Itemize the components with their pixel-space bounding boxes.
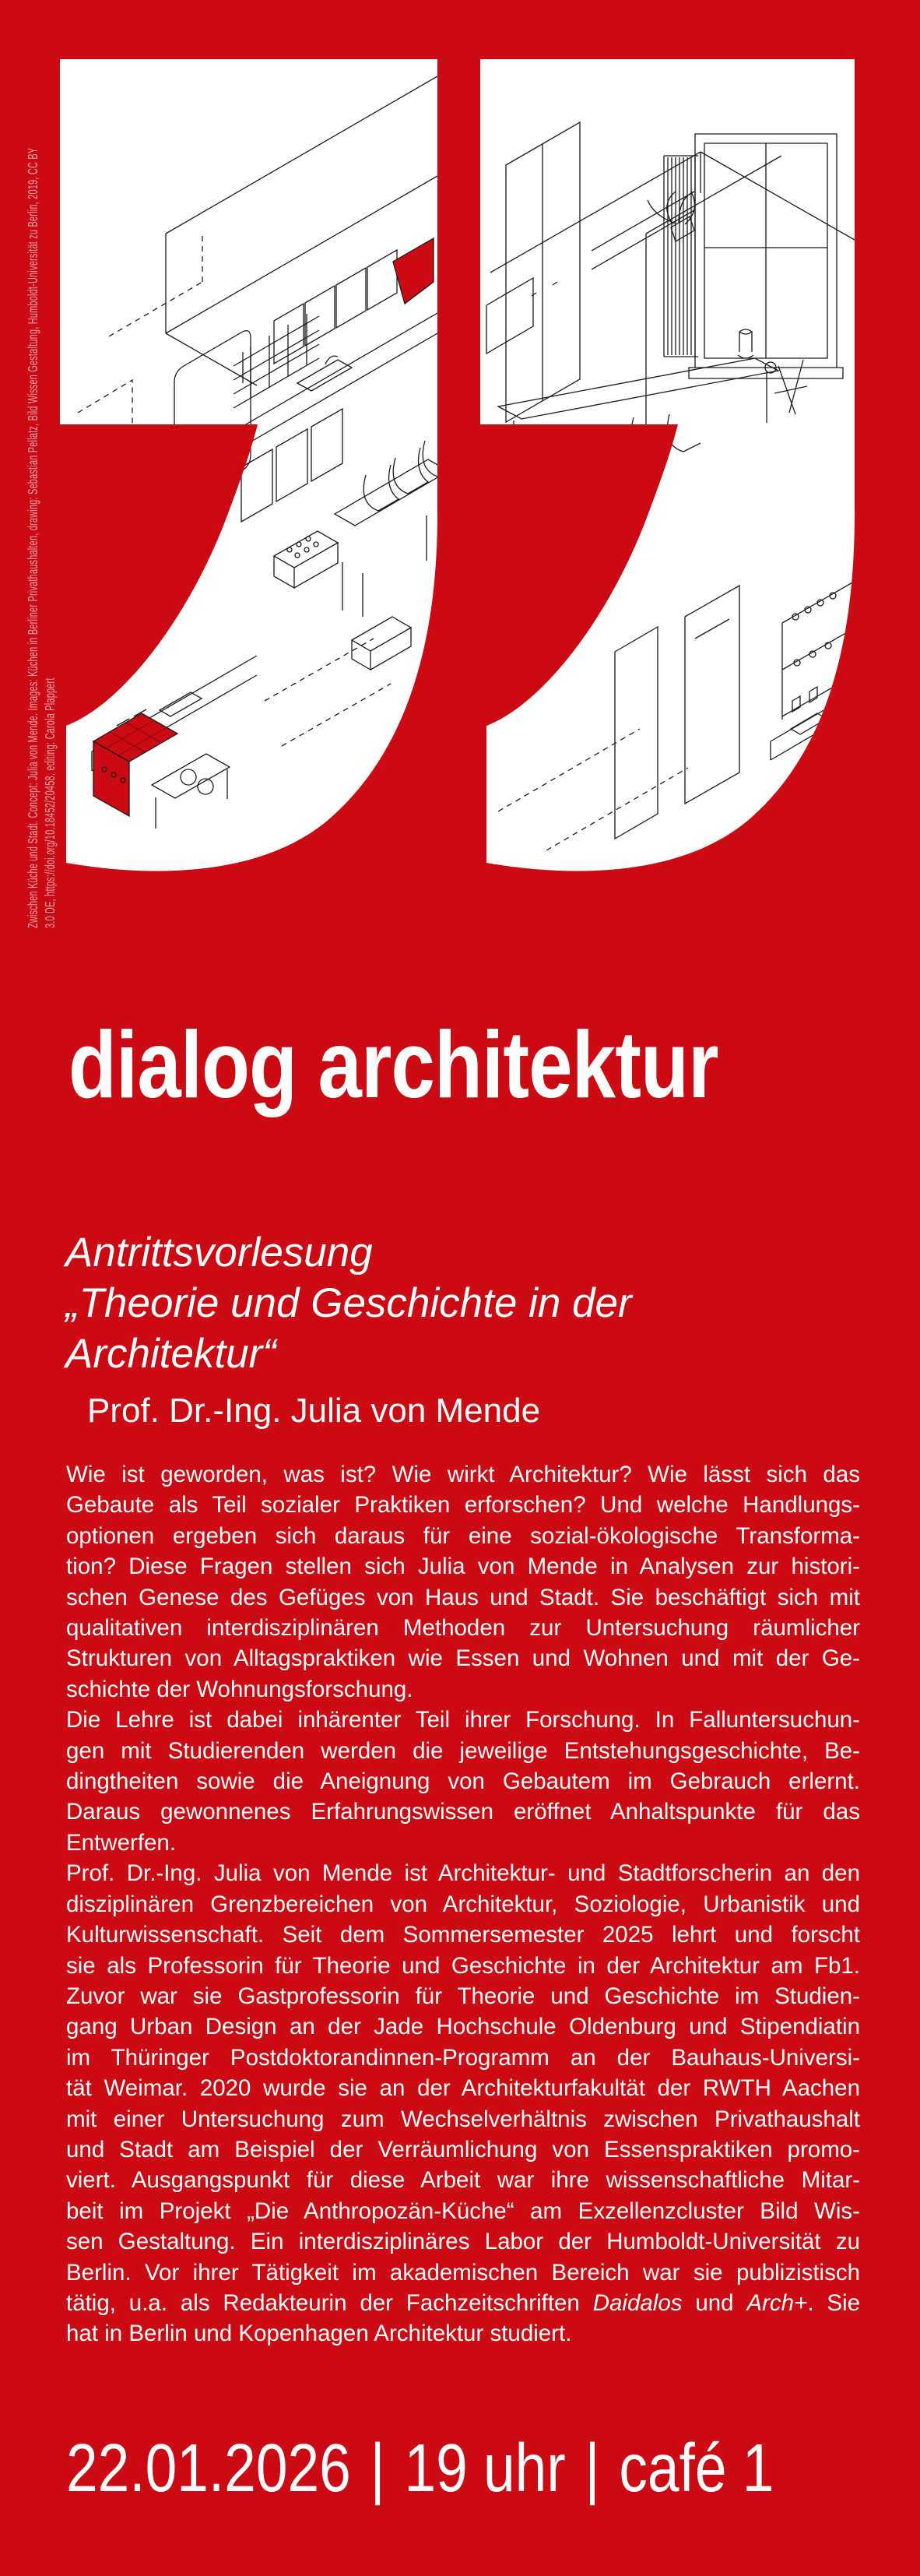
quote-marks-artwork [0,0,920,1012]
separator-bar: | [585,2430,600,2506]
body-line: sen Gestaltung. Ein interdisziplinäres Labor der Humboldt-Universität zu [66,2229,860,2255]
body-line: Berlin. Vor ihrer Tätigkeit im akademischen Bereich war sie publizistisch [66,2259,860,2286]
body-line: optionen ergeben sich daraus für eine sozial-ökologische Transforma- [66,1522,860,1549]
body-line: schen Genese des Gefüges von Haus und Stadt. Sie beschäftigt sich mit [66,1584,860,1610]
body-line: gen mit Studierenden werden die jeweilige Entstehungsgeschichte, Be- [66,1737,860,1764]
footer-dateline [66,2430,774,2506]
speaker-name: Prof. Dr.-Ing. Julia von Mende [87,1392,541,1430]
event-time: 19 uhr [404,2430,566,2506]
image-credit-line-2: 3.0 DE, https://doi.org/10.18452/20458. editing: Carola Plappert [41,677,58,928]
body-line: Wie ist geworden, was ist? Wie wirkt Architektur? Wie lässt sich das [66,1462,860,1487]
body-line: Strukturen von Alltagspraktiken wie Essen und Wohnen und mit der Ge- [66,1645,860,1672]
body-text [66,1459,860,2349]
body-line: gang Urban Design an der Jade Hochschule Oldenburg und Stipendiatin [66,2014,860,2040]
body-line: im Thüringer Postdoktorandinnen-Programm an der Bauhaus-Universi- [66,2044,860,2071]
page-title: dialog architektur [68,1012,718,1117]
subtitle-line-2: „Theorie und Geschichte in der [65,1280,632,1326]
body-line: disziplinären Grenzbereichen von Architektur, Soziologie, Urbanistik und [66,1891,860,1917]
event-date: 22.01.2026 [66,2430,351,2506]
lecture-subtitle [65,1227,632,1379]
body-line: tätig, u.a. als Redakteurin der Fachzeitschriften Daidalos und Arch+. Sie [66,2289,860,2316]
body-line: beit im Projekt „Die Anthropozän-Küche“ am Exzellenzcluster Bild Wis- [66,2198,860,2224]
body-line: mit einer Untersuchung zum Wechselverhältnis zwischen Privathaushalt [66,2106,860,2132]
body-line: viert. Ausgangspunkt für diese Arbeit war ihre wissenschaftliche Mitar- [66,2167,860,2194]
body-line: schichte der Wohnungsforschung. [66,1676,413,1702]
body-line: sie als Professorin für Theorie und Geschichte in der Architektur am Fb1. [66,1952,860,1979]
body-line: tion? Diese Fragen stellen sich Julia von Mende in Analysen zur histori- [66,1554,860,1580]
body-line: qualitativen interdisziplinären Methoden zur Untersuchung räumlicher [66,1615,860,1642]
body-line: Daraus gewonnenes Erfahrungswissen eröffnet Anhaltspunkte für das [66,1799,860,1825]
separator-bar: | [370,2430,385,2506]
body-line: Die Lehre ist dabei inhärenter Teil ihrer Forschung. In Falluntersuchun- [66,1707,860,1733]
image-credits [25,35,58,928]
body-line: Prof. Dr.-Ing. Julia von Mende ist Architektur- und Stadtforscherin an den [66,1860,860,1887]
subtitle-line-1: Antrittsvorlesung [65,1230,373,1276]
body-line: tät Weimar. 2020 wurde sie an der Architekturfakultät der RWTH Aachen [66,2075,860,2102]
event-venue: café 1 [619,2430,774,2506]
image-credit-line-1: Zwischen Küche und Stadt. Concept: Julia von Mende. Images: Küchen in Berliner Privathaushalten, drawing: Sebastian Pellatz, Bild Wissen Gestaltung, Humboldt-Universität zu Berlin, 2019, CC BY [25,147,40,928]
body-line: Entwerfen. [66,1829,177,1856]
body-line: hat in Berlin und Kopenhagen Architektur studiert. [66,2321,572,2347]
body-line: Gebaute als Teil sozialer Praktiken erforschen? Und welche Handlungs- [66,1492,860,1519]
body-line: dingtheiten sowie die Aneignung von Gebautem im Gebrauch erlernt. [66,1768,860,1795]
body-line: Kulturwissenschaft. Seit dem Sommersemester 2025 lehrt und forscht [66,1922,860,1948]
body-line: Zuvor war sie Gastprofessorin für Theorie und Geschichte im Studien- [66,1983,860,2009]
subtitle-line-3: Architektur“ [65,1331,276,1377]
body-line: und Stadt am Beispiel der Verräumlichung von Essenspraktiken promo- [66,2136,860,2163]
